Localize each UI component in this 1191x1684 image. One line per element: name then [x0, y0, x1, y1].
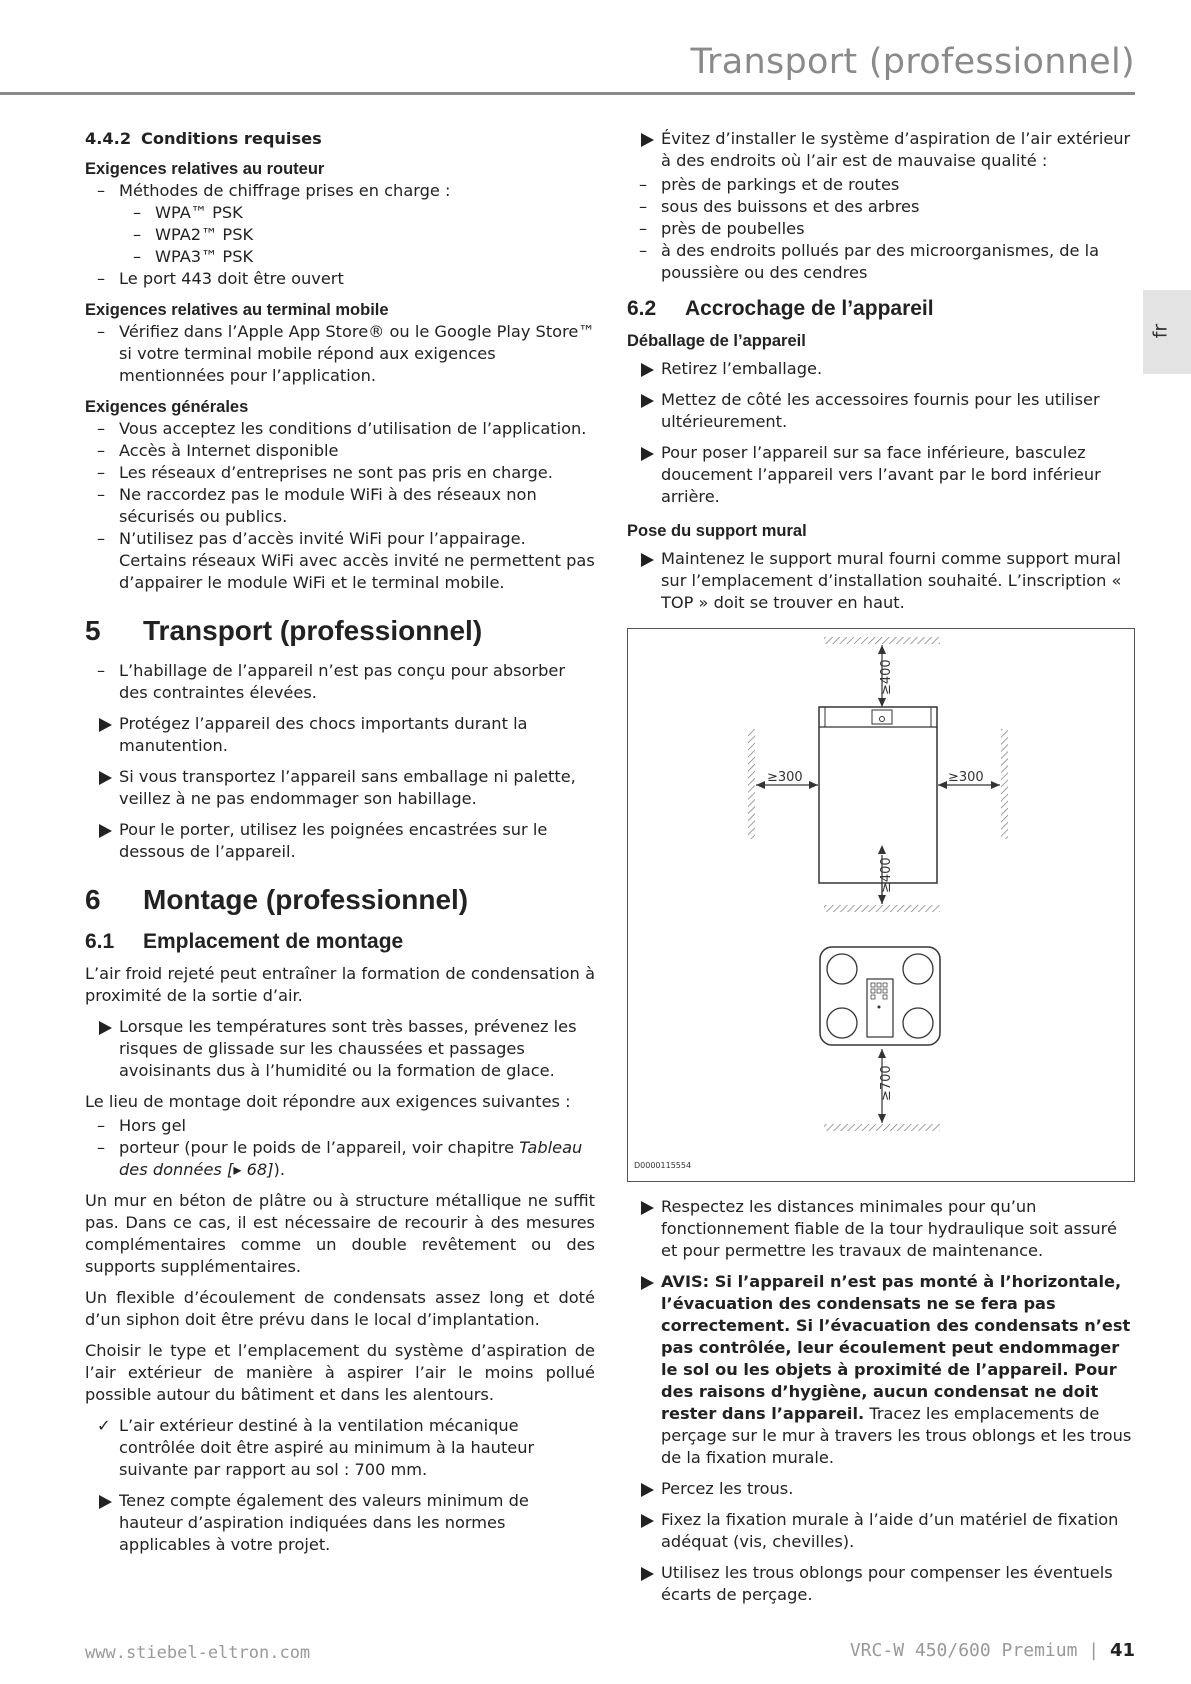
section-4-4-2-heading	[85, 128, 595, 150]
bracket-heading: Pose du support mural	[627, 522, 807, 540]
dim-bottom-label: ≥400	[879, 857, 894, 893]
action-step: Lorsque les températures sont très basses, prévenez les risques de glissade sur les chaussées et passages avoisinants dus à l’humidité ou la formation de glace.	[85, 1016, 595, 1082]
action-step: Respectez les distances minimales pour qu’un fonctionnement fiable de la tour hydraulique soit assuré et pour permettre les travaux de maintenance.	[627, 1196, 1135, 1262]
transport-list	[85, 660, 595, 704]
dim-floor-label: ≥700	[879, 1065, 894, 1101]
list-item: – près de poubelles	[627, 218, 1135, 240]
right-wall-hatch	[1001, 729, 1008, 839]
list-item: – près de parkings et de routes	[627, 174, 1135, 196]
section-6-2-heading	[627, 296, 1135, 322]
footer-model-page	[850, 1640, 1135, 1661]
requirements-list	[85, 1115, 595, 1181]
section-number: 6.1	[85, 930, 115, 953]
action-step: Mettez de côté les accessoires fournis pour les utiliser ultérieurement.	[627, 389, 1135, 433]
list-item: – Les réseaux d’entreprises ne sont pas pris en charge.	[85, 462, 595, 484]
mobile-list	[85, 321, 595, 387]
list-item: – Vous acceptez les conditions d’utilisation de l’application.	[85, 418, 595, 440]
paragraph: L’air froid rejeté peut entraîner la formation de condensation à proximité de la sortie d’air.	[85, 964, 595, 1005]
language-tab[interactable]	[1143, 290, 1191, 374]
action-step: Pour le porter, utilisez les poignées encastrées sur le dessous de l’appareil.	[85, 819, 595, 863]
section-number: 6	[85, 884, 101, 915]
list-item: – N’utilisez pas d’accès invité WiFi pour l’appairage. Certains réseaux WiFi avec accès invité ne permettent pas d’appairer le module WiFi et le terminal mobile.	[85, 528, 595, 594]
device-front	[819, 707, 937, 883]
list-item: – WPA3™ PSK	[85, 246, 595, 268]
avoid-list	[627, 174, 1135, 284]
section-number: 5	[85, 615, 101, 646]
dim-top-label: ≥400	[879, 659, 894, 695]
router-list	[85, 180, 595, 290]
link-page: 68]	[241, 1160, 274, 1179]
check-item: ✓ L’air extérieur destiné à la ventilation mécanique contrôlée doit être aspiré au minimum à la hauteur suivante par rapport au sol : 700 mm.	[85, 1415, 595, 1481]
paragraph: Un mur en béton de plâtre ou à structure métallique ne suffit pas. Dans ce cas, il est nécessaire de recourir à des mesures complémentaires comme un double revêtement ou des supports supplémentaires.	[85, 1191, 595, 1276]
general-heading: Exigences générales	[85, 398, 249, 416]
left-wall-hatch	[748, 729, 755, 839]
notice-instruction: Tracez les emplacements de perçage sur le mur à travers les trous oblongs et les trous de la fixation murale.	[661, 1404, 1132, 1467]
dim-left-label: ≥300	[767, 770, 803, 785]
action-step: Maintenez le support mural fourni comme support mural sur l’emplacement d’installation souhaité. L’inscription « TOP » doit se trouver en haut.	[627, 548, 1135, 614]
list-item: – Accès à Internet disponible	[85, 440, 595, 462]
dim-right-label: ≥300	[948, 770, 984, 785]
ceiling-hatch	[824, 637, 940, 644]
action-step: Fixez la fixation murale à l’aide d’un matériel de fixation adéquat (vis, chevilles).	[627, 1509, 1135, 1553]
section-6-heading	[85, 883, 595, 917]
action-step: Percez les trous.	[627, 1478, 1135, 1500]
req-suffix: ).	[273, 1160, 285, 1179]
notice-warning: AVIS: Si l’appareil n’est pas monté à l’horizontale, l’évacuation des condensats ne se fera pas correctement. Si l’évacuation des condensats n’est pas contrôlée, leur écoulement peut endommager le sol ou les objets à proximité de l’appareil. Pour des raisons d’hygiène, aucun condensat ne doit rester dans l’appareil.	[661, 1272, 1131, 1423]
general-list	[85, 418, 595, 594]
section-6-1-heading	[85, 929, 595, 955]
action-step: Retirez l’emballage.	[627, 358, 1135, 380]
action-step: Tenez compte également des valeurs minimum de hauteur d’aspiration indiquées dans les normes applicables à votre projet.	[85, 1490, 595, 1556]
action-step: Protégez l’appareil des chocs importants durant la manutention.	[85, 713, 595, 757]
right-column	[627, 128, 1135, 1615]
mobile-heading: Exigences relatives au terminal mobile	[85, 301, 389, 319]
section-title: Emplacement de montage	[143, 930, 404, 953]
action-step: Évitez d’installer le système d’aspiration de l’air extérieur à des endroits où l’air est de mauvaise qualité :	[627, 128, 1135, 172]
floor-hatch-1	[824, 905, 940, 912]
action-step: Utilisez les trous oblongs pour compenser les éventuels écarts de perçage.	[627, 1562, 1135, 1606]
unpack-heading: Déballage de l’appareil	[627, 332, 806, 350]
section-number: 6.2	[627, 297, 657, 320]
page-number: 41	[1109, 1640, 1135, 1661]
list-item: – Méthodes de chiffrage prises en charge :	[85, 180, 595, 202]
clearance-figure	[627, 628, 1135, 1182]
footer-url[interactable]: www.stiebel-eltron.com	[85, 1643, 311, 1663]
page-header-title: Transport (professionnel)	[690, 42, 1135, 82]
link-text: Tableau des données [	[119, 1138, 583, 1179]
page-ref-icon: ▸	[233, 1160, 242, 1179]
section-number: 4.4.2	[85, 129, 132, 148]
list-item: – Vérifiez dans l’Apple App Store® ou le Google Play Store™ si votre terminal mobile répond aux exigences mentionnées pour l’application.	[85, 321, 595, 387]
floor-hatch-2	[824, 1124, 940, 1131]
req-text: porteur (pour le poids de l’appareil, voir chapitre	[119, 1138, 520, 1157]
list-item: – WPA™ PSK	[85, 202, 595, 224]
notice-step	[627, 1271, 1135, 1469]
list-item	[85, 1137, 595, 1181]
header-rule	[0, 92, 1135, 95]
list-item: – Hors gel	[85, 1115, 595, 1137]
list-item: – à des endroits pollués par des microorganismes, de la poussière ou des cendres	[627, 240, 1135, 284]
list-item: – L’habillage de l’appareil n’est pas conçu pour absorber des contraintes élevées.	[85, 660, 595, 704]
left-column	[85, 128, 595, 1565]
list-item: – WPA2™ PSK	[85, 224, 595, 246]
section-title: Montage (professionnel)	[143, 884, 469, 915]
clearance-diagram	[628, 629, 1134, 1181]
section-title: Accrochage de l’appareil	[685, 297, 934, 320]
list-item: – sous des buissons et des arbres	[627, 196, 1135, 218]
list-item: – Le port 443 doit être ouvert	[85, 268, 595, 290]
section-title: Conditions requises	[141, 129, 322, 148]
paragraph: Choisir le type et l’emplacement du système d’aspiration de l’air extérieur de manière à aspirer l’air le moins pollué possible autour du bâtiment et dans les alentours.	[85, 1341, 595, 1404]
router-heading: Exigences relatives au routeur	[85, 160, 325, 178]
action-step: Si vous transportez l’appareil sans emballage ni palette, veillez à ne pas endommager son habillage.	[85, 766, 595, 810]
section-title: Transport (professionnel)	[143, 615, 483, 646]
section-5-heading	[85, 614, 595, 648]
list-item: – Ne raccordez pas le module WiFi à des réseaux non sécurisés ou publics.	[85, 484, 595, 528]
footer-separator: |	[1077, 1640, 1110, 1661]
footer-model: VRC-W 450/600 Premium	[849, 1640, 1078, 1661]
paragraph: Un flexible d’écoulement de condensats assez long et doté d’un siphon doit être prévu dans le local d’implantation.	[85, 1288, 595, 1329]
language-tab-label: fr	[1149, 323, 1172, 339]
action-step: Pour poser l’appareil sur sa face inférieure, basculez doucement l’appareil vers l’avant par le bord inférieur arrière.	[627, 442, 1135, 508]
paragraph: Le lieu de montage doit répondre aux exigences suivantes :	[85, 1092, 571, 1111]
figure-id: D0000115554	[634, 1161, 692, 1170]
